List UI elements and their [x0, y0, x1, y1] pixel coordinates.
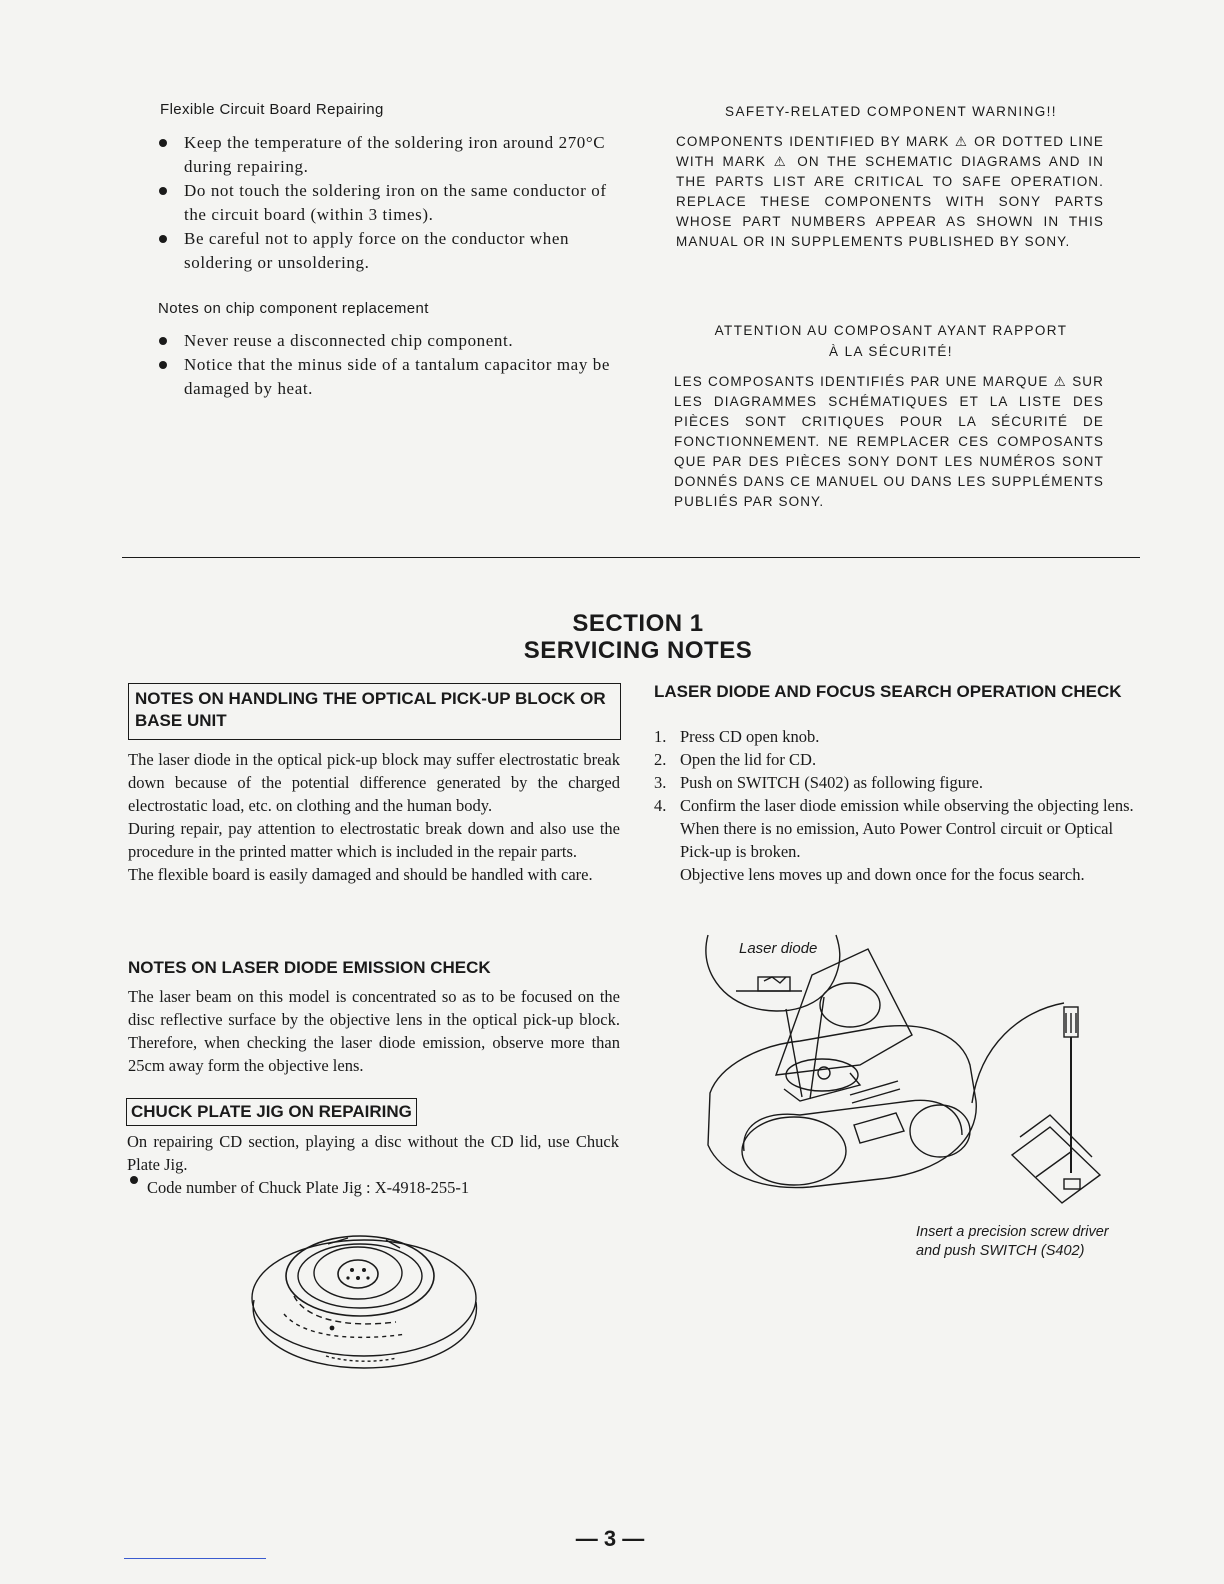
right-speaker	[910, 1105, 970, 1157]
emission-heading: NOTES ON LASER DIODE EMISSION CHECK	[128, 958, 491, 977]
list-item: 4. Confirm the laser diode emission while observing the objecting lens. When there is no emission, Auto Power Control circuit or Optical Pick-up is broken.	[654, 796, 1134, 861]
paragraph: During repair, pay attention to electrostatic break down and also use the procedure in the printed matter which is included in the repair parts.	[128, 819, 620, 861]
list-item: Be careful not to apply force on the conductor when soldering or unsoldering.	[156, 227, 618, 275]
switch-area	[1012, 1127, 1100, 1203]
list-item: Notice that the minus side of a tantalum capacitor may be damaged by heat.	[156, 353, 618, 401]
list-item: 3. Push on SWITCH (S402) as following figure.	[654, 773, 983, 792]
callout-arc	[972, 1003, 1064, 1103]
cd-tray	[786, 1059, 858, 1091]
paragraph: The laser beam on this model is concentrated so as to be focused on the disc reflective surface by the objective lens in the optical pick-up block. Therefore, when checking the laser diode emission, observe more than 25cm away form the objective lens.	[128, 987, 620, 1075]
safety-heading: SAFETY-RELATED COMPONENT WARNING!!	[725, 104, 1057, 119]
section-divider	[122, 557, 1140, 558]
chip-heading: Notes on chip component replacement	[158, 300, 429, 317]
chuck-body	[127, 1130, 619, 1176]
chuck-heading: CHUCK PLATE JIG ON REPAIRING	[126, 1098, 417, 1126]
cassette-window	[854, 1113, 904, 1143]
list-item: Do not touch the soldering iron on the same conductor of the circuit board (within 3 times).	[156, 179, 618, 227]
warning-triangle-icon: ⚠	[1053, 374, 1068, 390]
jig-outer-ring	[286, 1236, 434, 1316]
attention-text: LES COMPOSANTS IDENTIFIÉS PAR UNE MARQUE ⚠ SUR LES DIAGRAMMES SCHÉMATIQUES ET LA LISTE DES PIÈCES SONT CRITIQUES POUR LA SÉCURITÉ DE FONCTIONNEMENT. NE REMPLACER CES COMPOSANTS QUE PAR DES PIÈCES SONY DONT LES NUMÉROS SONT DONNÉS DANS CE MANUEL OU DANS LES SUPPLÉMENTS PUBLIÉS PAR SONY.	[674, 374, 1105, 509]
warning-triangle-icon: ⚠	[954, 134, 969, 150]
attention-heading-1: ATTENTION AU COMPOSANT AYANT RAPPORT	[714, 323, 1068, 338]
list-item: Keep the temperature of the soldering iron around 270°C during repairing.	[156, 131, 618, 179]
page-number: — 3 —	[575, 1526, 645, 1551]
jig-base-top	[252, 1240, 476, 1356]
list-item: Code number of Chuck Plate Jig : X-4918-255-1	[127, 1176, 469, 1199]
emission-body	[128, 985, 620, 1077]
list-item: Objective lens moves up and down once for the focus search.	[680, 865, 1085, 884]
figure-label: Laser diode	[739, 940, 818, 957]
cd-lid	[776, 949, 912, 1075]
footer-link-line	[124, 1558, 266, 1559]
list-item: Never reuse a disconnected chip component.	[156, 329, 618, 353]
jig-base-rim	[253, 1300, 476, 1368]
attention-heading-2: À LA SÉCURITÉ!	[829, 344, 953, 359]
list-item: 1. Press CD open knob.	[654, 727, 820, 746]
switch-s402	[1064, 1179, 1080, 1189]
flex-heading: Flexible Circuit Board Repairing	[160, 101, 384, 118]
list-item: 2. Open the lid for CD.	[654, 750, 817, 769]
flex-list	[156, 131, 618, 275]
chuck-plate-jig-illustration	[236, 1218, 496, 1388]
left-speaker	[742, 1117, 846, 1185]
handling-heading: NOTES ON HANDLING THE OPTICAL PICK-UP BLOCK OR BASE UNIT	[128, 683, 621, 740]
safety-text: COMPONENTS IDENTIFIED BY MARK ⚠ OR DOTTED LINE WITH MARK ⚠ ON THE SCHEMATIC DIAGRAMS AND IN THE PARTS LIST ARE CRITICAL TO SAFE OPERATION. REPLACE THESE COMPONENTS WITH SONY PARTS WHOSE PART NUMBERS APPEAR AS SHOWN IN THIS MANUAL OR IN SUPPLEMENTS PUBLISHED BY SONY.	[676, 134, 1105, 249]
chuck-list	[127, 1176, 469, 1199]
warning-triangle-icon: ⚠	[773, 154, 790, 170]
laser-diode-figure	[700, 925, 1120, 1215]
paragraph: On repairing CD section, playing a disc without the CD lid, use Chuck Plate Jig.	[127, 1132, 619, 1174]
jig-plate	[314, 1247, 402, 1299]
chip-list	[156, 329, 618, 401]
figure-caption-line1: Insert a precision screw driver	[916, 1224, 1109, 1240]
laser-check-heading: LASER DIODE AND FOCUS SEARCH OPERATION CHECK	[654, 682, 1122, 701]
jig-hub	[338, 1260, 378, 1288]
laser-check-steps	[654, 725, 1148, 886]
section-number: SECTION 1	[572, 610, 704, 637]
section-title: SERVICING NOTES	[523, 637, 753, 664]
handling-body	[128, 748, 620, 886]
paragraph: The laser diode in the optical pick-up block may suffer electrostatic break down because of the potential difference generated by the charged electrostatic load, etc. on clothing and the human body.	[128, 750, 620, 815]
figure-caption-line2: and push SWITCH (S402)	[916, 1243, 1085, 1259]
paragraph: The flexible board is easily damaged and should be handled with care.	[128, 865, 593, 884]
